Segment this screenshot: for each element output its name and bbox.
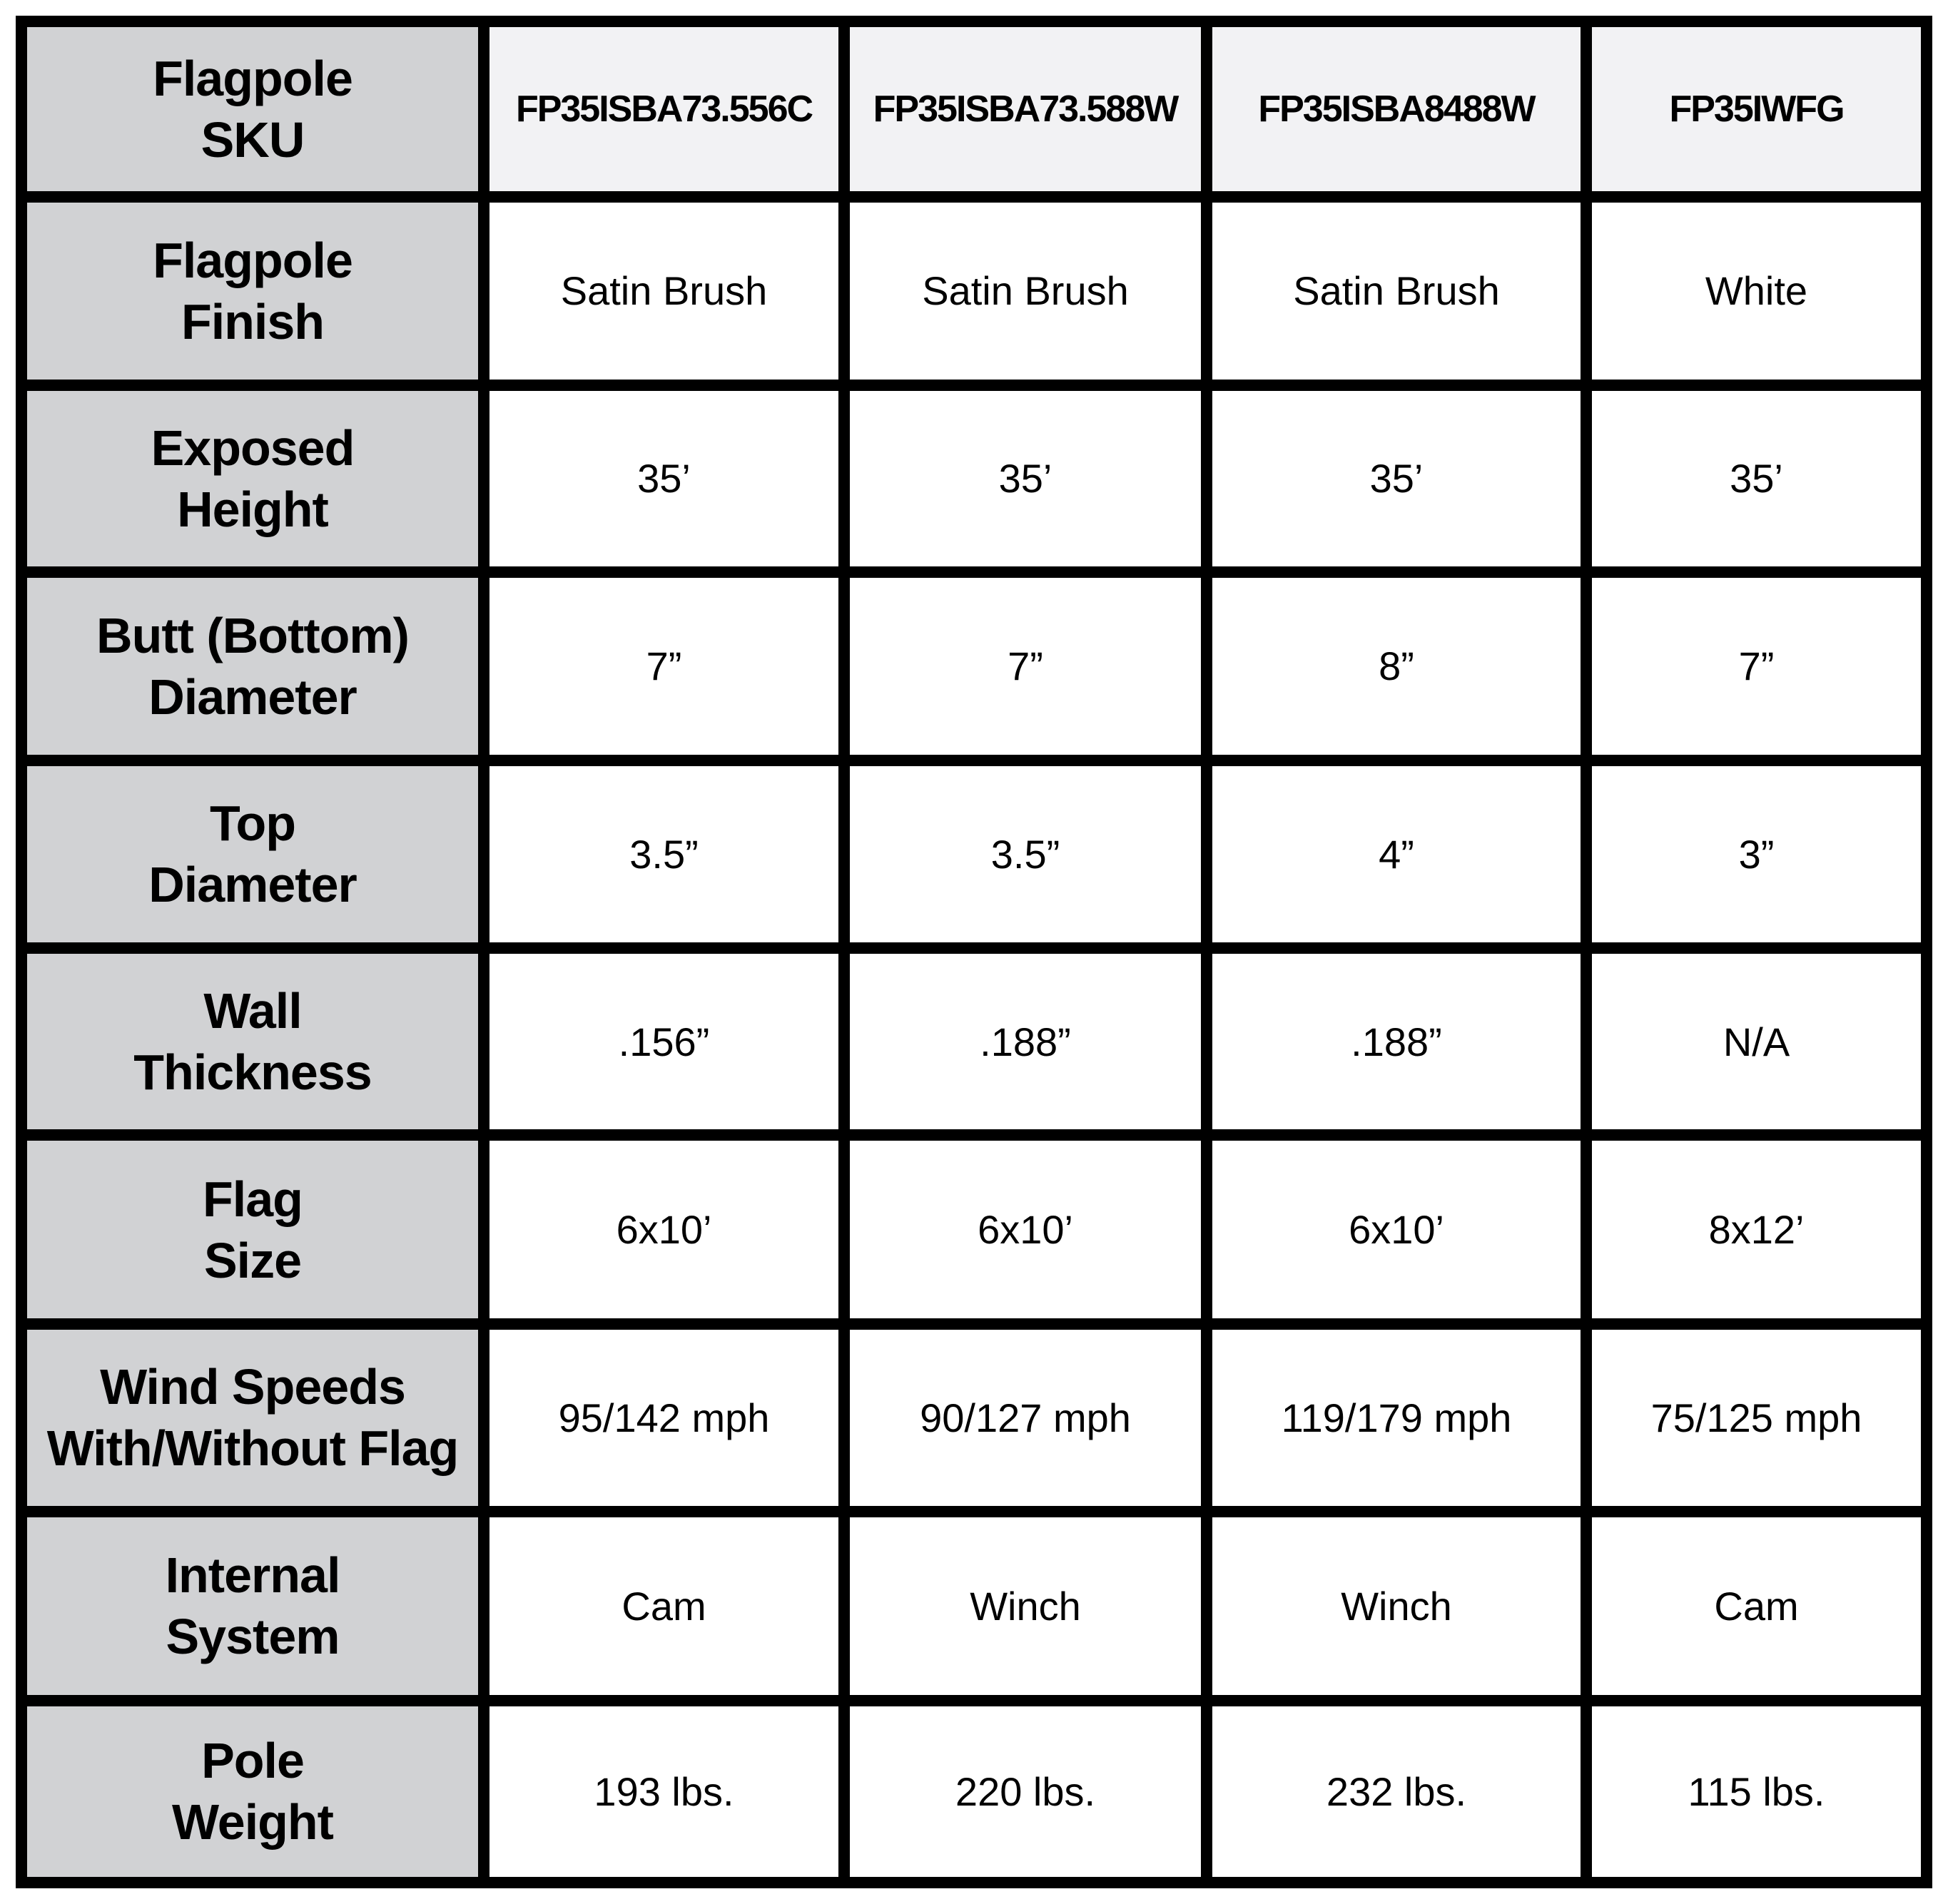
label-line-2: Thickness <box>133 1044 372 1101</box>
value-cell: 6x10’ <box>844 1135 1207 1323</box>
table-row-wall-thickness <box>21 948 1927 1135</box>
value-cell: 8” <box>1207 572 1586 760</box>
header-row <box>21 21 1927 197</box>
value-cell: 8x12’ <box>1586 1135 1927 1323</box>
value-cell: 35’ <box>1207 385 1586 572</box>
value-cell: 75/125 mph <box>1586 1324 1927 1512</box>
sku-header-1: FP35ISBA73.556C <box>484 21 844 197</box>
label-line-1: Top <box>209 795 296 852</box>
table-row-finish <box>21 197 1927 385</box>
label-line-2: Size <box>203 1232 302 1288</box>
table-row-pole-weight <box>21 1701 1927 1883</box>
flagpole-spec-table <box>16 16 1932 1888</box>
label-line-1: Internal <box>165 1547 340 1604</box>
row-label-wind-speeds <box>21 1324 484 1512</box>
row-label-pole-weight <box>21 1701 484 1883</box>
value-cell: 220 lbs. <box>844 1701 1207 1883</box>
value-cell: 119/179 mph <box>1207 1324 1586 1512</box>
label-line-1: Wind Speeds <box>100 1359 405 1415</box>
label-line-1: Wall <box>203 983 302 1039</box>
value-cell: Winch <box>1207 1512 1586 1700</box>
value-cell: Cam <box>484 1512 844 1700</box>
label-line-2: With/Without Flag <box>46 1420 459 1477</box>
value-cell: 6x10’ <box>484 1135 844 1323</box>
value-cell: 7” <box>844 572 1207 760</box>
label-line-1: Pole <box>201 1733 304 1789</box>
table-row-exposed-height <box>21 385 1927 572</box>
row-label-butt-diameter <box>21 572 484 760</box>
value-cell: Satin Brush <box>844 197 1207 385</box>
label-line-2: Finish <box>181 293 325 350</box>
row-label-flag-size <box>21 1135 484 1323</box>
value-cell: 4” <box>1207 760 1586 948</box>
value-cell: 35’ <box>1586 385 1927 572</box>
table-row-wind-speeds <box>21 1324 1927 1512</box>
row-label-exposed-height <box>21 385 484 572</box>
table-row-butt-diameter <box>21 572 1927 760</box>
label-line-2: System <box>166 1609 340 1665</box>
sku-header-3: FP35ISBA8488W <box>1207 21 1586 197</box>
value-cell: 6x10’ <box>1207 1135 1586 1323</box>
value-cell: .156” <box>484 948 844 1135</box>
value-cell: 193 lbs. <box>484 1701 844 1883</box>
value-cell: 90/127 mph <box>844 1324 1207 1512</box>
value-cell: 35’ <box>844 385 1207 572</box>
table-row-flag-size <box>21 1135 1927 1323</box>
value-cell: 3.5” <box>484 760 844 948</box>
label-line-1: Butt (Bottom) <box>96 607 409 663</box>
label-line-2: Weight <box>171 1794 333 1850</box>
sku-header-4: FP35IWFG <box>1586 21 1927 197</box>
row-label-internal-system <box>21 1512 484 1700</box>
row-label-finish <box>21 197 484 385</box>
value-cell: 7” <box>484 572 844 760</box>
label-line-2: Diameter <box>148 668 357 725</box>
label-line-2: Height <box>177 481 328 537</box>
value-cell: 3” <box>1586 760 1927 948</box>
row-label-sku <box>21 21 484 197</box>
value-cell: 95/142 mph <box>484 1324 844 1512</box>
label-line-1: Flag <box>203 1171 303 1227</box>
label-line-1: Exposed <box>151 419 355 476</box>
value-cell: Winch <box>844 1512 1207 1700</box>
value-cell: N/A <box>1586 948 1927 1135</box>
sku-header-2: FP35ISBA73.588W <box>844 21 1207 197</box>
label-line-2: SKU <box>201 112 305 168</box>
value-cell: Satin Brush <box>484 197 844 385</box>
value-cell: Cam <box>1586 1512 1927 1700</box>
table-row-internal-system <box>21 1512 1927 1700</box>
label-line-1: Flagpole <box>153 232 352 288</box>
value-cell: White <box>1586 197 1927 385</box>
value-cell: .188” <box>844 948 1207 1135</box>
row-label-top-diameter <box>21 760 484 948</box>
row-label-wall-thickness <box>21 948 484 1135</box>
value-cell: 35’ <box>484 385 844 572</box>
value-cell: 7” <box>1586 572 1927 760</box>
table-row-top-diameter <box>21 760 1927 948</box>
value-cell: 3.5” <box>844 760 1207 948</box>
value-cell: Satin Brush <box>1207 197 1586 385</box>
value-cell: 232 lbs. <box>1207 1701 1586 1883</box>
value-cell: 115 lbs. <box>1586 1701 1927 1883</box>
value-cell: .188” <box>1207 948 1586 1135</box>
label-line-1: Flagpole <box>153 51 352 107</box>
label-line-2: Diameter <box>148 857 357 913</box>
